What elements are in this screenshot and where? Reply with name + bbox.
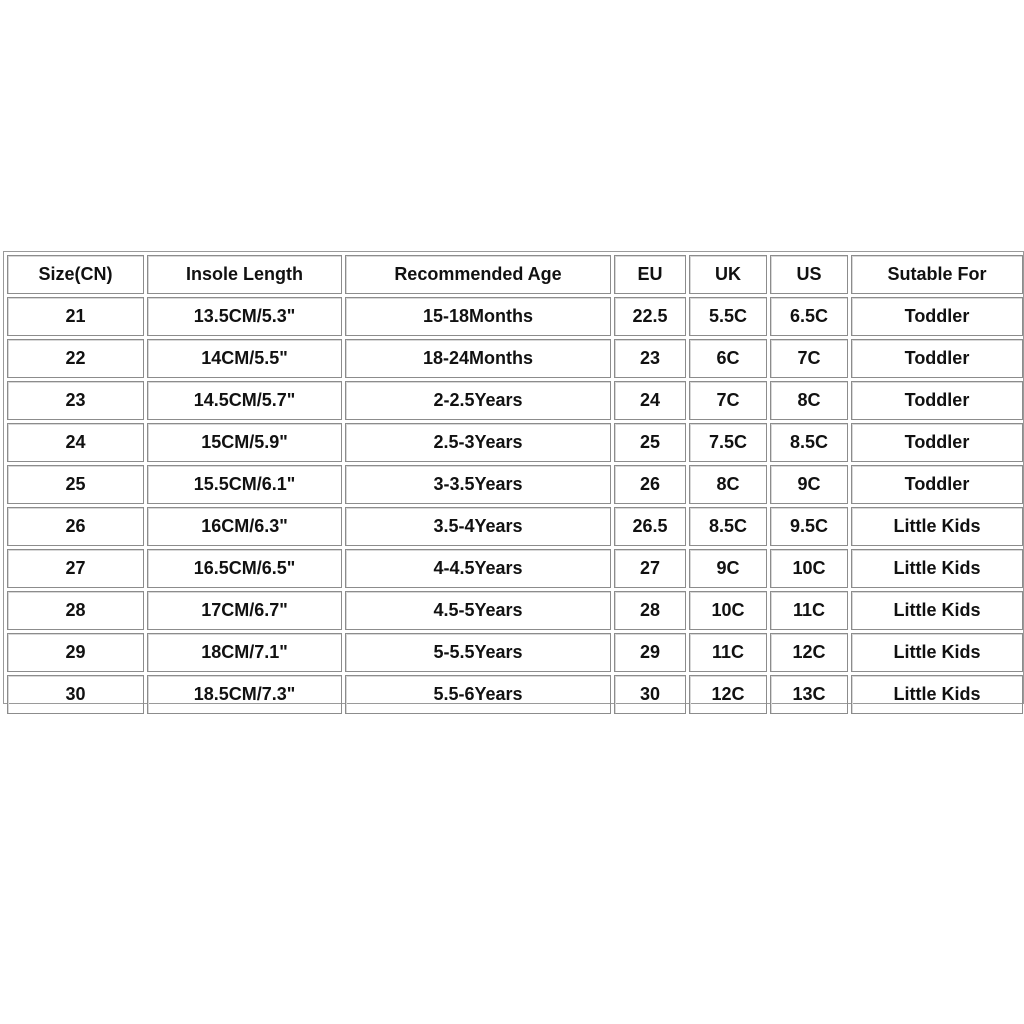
cell-size-cn: 26 [7,507,144,546]
cell-us: 8C [770,381,848,420]
cell-insole-length: 14.5CM/5.7" [147,381,342,420]
cell-suitable-for: Toddler [851,381,1023,420]
cell-size-cn: 27 [7,549,144,588]
table-row [7,339,1023,378]
cell-uk: 5.5C [689,297,767,336]
cell-size-cn: 21 [7,297,144,336]
cell-size-cn: 23 [7,381,144,420]
cell-suitable-for: Little Kids [851,675,1023,714]
cell-insole-length: 18CM/7.1" [147,633,342,672]
cell-eu: 22.5 [614,297,686,336]
cell-suitable-for: Toddler [851,339,1023,378]
cell-size-cn: 22 [7,339,144,378]
header-us: US [770,255,848,294]
cell-suitable-for: Little Kids [851,549,1023,588]
table-row [7,465,1023,504]
cell-us: 9C [770,465,848,504]
cell-uk: 6C [689,339,767,378]
cell-recommended-age: 15-18Months [345,297,611,336]
table-row [7,591,1023,630]
cell-size-cn: 30 [7,675,144,714]
header-row [7,255,1023,294]
cell-insole-length: 13.5CM/5.3" [147,297,342,336]
cell-size-cn: 24 [7,423,144,462]
cell-eu: 29 [614,633,686,672]
cell-size-cn: 25 [7,465,144,504]
cell-recommended-age: 4-4.5Years [345,549,611,588]
cell-eu: 23 [614,339,686,378]
table-row [7,675,1023,714]
cell-insole-length: 14CM/5.5" [147,339,342,378]
cell-eu: 26.5 [614,507,686,546]
table-row [7,423,1023,462]
cell-recommended-age: 2.5-3Years [345,423,611,462]
cell-eu: 25 [614,423,686,462]
cell-recommended-age: 5-5.5Years [345,633,611,672]
header-insole-length: Insole Length [147,255,342,294]
table-row [7,549,1023,588]
header-uk: UK [689,255,767,294]
cell-uk: 9C [689,549,767,588]
cell-recommended-age: 5.5-6Years [345,675,611,714]
cell-recommended-age: 18-24Months [345,339,611,378]
cell-insole-length: 15CM/5.9" [147,423,342,462]
cell-eu: 30 [614,675,686,714]
cell-suitable-for: Toddler [851,297,1023,336]
cell-uk: 12C [689,675,767,714]
cell-insole-length: 18.5CM/7.3" [147,675,342,714]
cell-recommended-age: 4.5-5Years [345,591,611,630]
cell-us: 10C [770,549,848,588]
header-size-cn: Size(CN) [7,255,144,294]
table-row [7,297,1023,336]
cell-insole-length: 16.5CM/6.5" [147,549,342,588]
table-row [7,381,1023,420]
cell-uk: 8C [689,465,767,504]
cell-eu: 27 [614,549,686,588]
table-row [7,507,1023,546]
header-recommended-age: Recommended Age [345,255,611,294]
cell-us: 13C [770,675,848,714]
cell-us: 7C [770,339,848,378]
header-eu: EU [614,255,686,294]
cell-recommended-age: 3-3.5Years [345,465,611,504]
cell-uk: 8.5C [689,507,767,546]
size-chart-table [3,251,1024,704]
cell-suitable-for: Toddler [851,465,1023,504]
cell-us: 8.5C [770,423,848,462]
table-row [7,633,1023,672]
cell-us: 12C [770,633,848,672]
header-suitable-for: Sutable For [851,255,1023,294]
cell-us: 11C [770,591,848,630]
cell-eu: 28 [614,591,686,630]
cell-eu: 24 [614,381,686,420]
cell-size-cn: 28 [7,591,144,630]
cell-recommended-age: 3.5-4Years [345,507,611,546]
cell-uk: 11C [689,633,767,672]
cell-suitable-for: Little Kids [851,633,1023,672]
cell-insole-length: 16CM/6.3" [147,507,342,546]
cell-uk: 7C [689,381,767,420]
cell-us: 6.5C [770,297,848,336]
cell-uk: 7.5C [689,423,767,462]
cell-uk: 10C [689,591,767,630]
cell-us: 9.5C [770,507,848,546]
size-chart-grid [4,252,1024,717]
cell-eu: 26 [614,465,686,504]
cell-insole-length: 15.5CM/6.1" [147,465,342,504]
cell-recommended-age: 2-2.5Years [345,381,611,420]
cell-size-cn: 29 [7,633,144,672]
cell-insole-length: 17CM/6.7" [147,591,342,630]
cell-suitable-for: Toddler [851,423,1023,462]
cell-suitable-for: Little Kids [851,591,1023,630]
cell-suitable-for: Little Kids [851,507,1023,546]
